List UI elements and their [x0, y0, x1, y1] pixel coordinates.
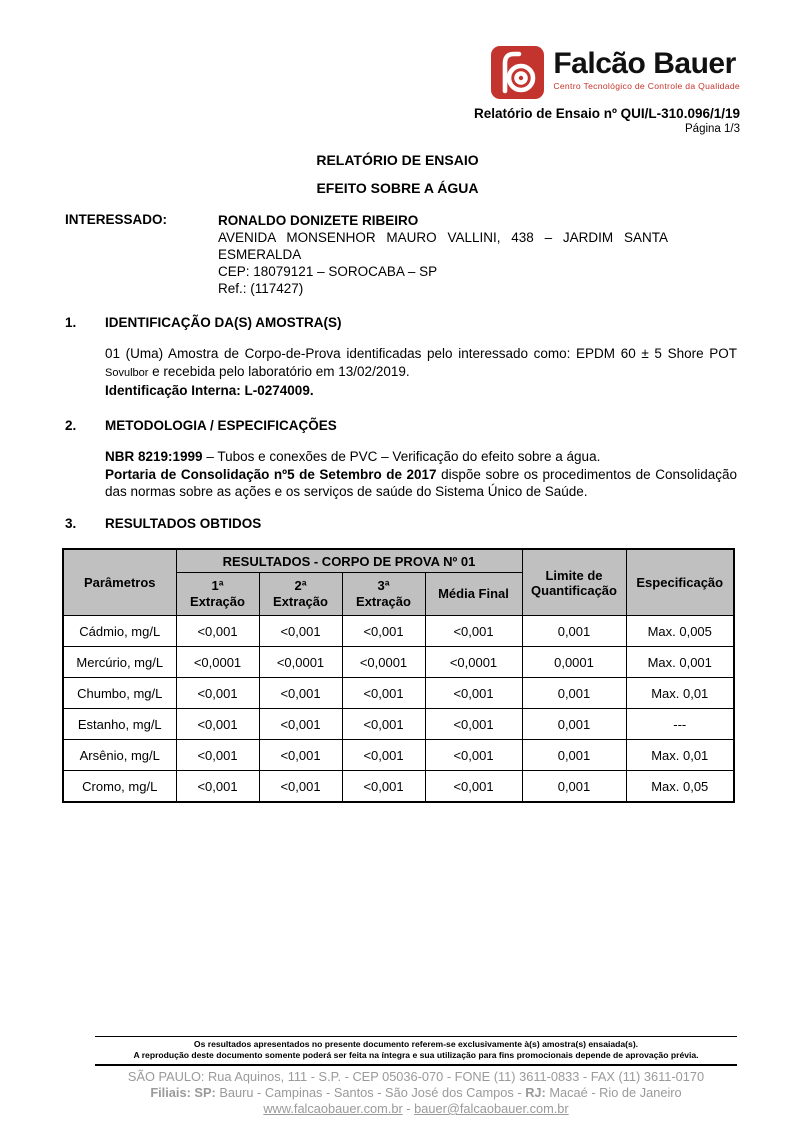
col-header-extracao-3: 3ª Extração [342, 573, 425, 616]
cell-media: <0,001 [425, 709, 522, 740]
cell-param: Chumbo, mg/L [63, 678, 176, 709]
interessado-cep: CEP: 18079121 – SOROCABA – SP [218, 264, 438, 279]
footer-address: SÃO PAULO: Rua Aquinos, 111 - S.P. - CEP 05036-070 - FONE (11) 3611-0833 - FAX (11) 3611-0170 [127, 1069, 705, 1084]
cell-param: Cádmio, mg/L [63, 616, 176, 647]
footer-disclaimer: Os resultados apresentados no presente documento referem-se exclusivamente à(s) amostra(s) ensaiada(s). A reprodução deste documento somente poderá ser feita na íntegra e sua utilização para fins promocionais depende de aprovação prévia. [95, 1036, 737, 1066]
cell-e3: <0,001 [342, 771, 425, 803]
cell-spec: Max. 0,005 [626, 616, 734, 647]
page-footer [95, 1036, 737, 1117]
cell-limite: 0,001 [522, 616, 626, 647]
brand-logo [490, 45, 740, 100]
section2-body: NBR 8219:1999 – Tubos e conexões de PVC – Verificação do efeito sobre a água. Portaria de Consolidação nº5 de Setembro de 2017 dispõe sobre os procedimentos de Consolidação das normas sobre as ações e os serviços de saúde do Sistema Único de Saúde. [105, 449, 737, 499]
cell-e2: <0,0001 [259, 647, 342, 678]
report-reference: Relatório de Ensaio nº QUI/L-310.096/1/19 [473, 106, 740, 121]
section1-body: 01 (Uma) Amostra de Corpo-de-Prova identificadas pelo interessado como: EPDM 60 ± 5 Shore POT Sovulbor e recebida pelo laboratório em 13/02/2019. Identificação Interna: L-0274009. [105, 346, 737, 398]
cell-param: Cromo, mg/L [63, 771, 176, 803]
table-row [63, 678, 734, 709]
cell-param: Arsênio, mg/L [63, 740, 176, 771]
cell-spec: Max. 0,01 [626, 678, 734, 709]
section2-number: 2. [65, 418, 77, 433]
page-indicator: Página 1/3 [685, 123, 740, 135]
cell-e2: <0,001 [259, 678, 342, 709]
cell-e2: <0,001 [259, 709, 342, 740]
email-link[interactable]: bauer@falcaobauer.com.br [414, 1101, 569, 1116]
brand-name: Falcão Bauer [553, 47, 736, 80]
footer-filiais: Filiais: SP: Bauru - Campinas - Santos - São José dos Campos - RJ: Macaé - Rio de Janeiro [150, 1085, 682, 1100]
document-subtitle: EFEITO SOBRE A ÁGUA [316, 180, 479, 196]
cell-media: <0,001 [425, 678, 522, 709]
col-header-media-final: Média Final [425, 573, 522, 616]
cell-e1: <0,001 [176, 616, 259, 647]
cell-e1: <0,0001 [176, 647, 259, 678]
footer-address-block [95, 1069, 737, 1117]
header [474, 45, 740, 135]
interessado-ref: Ref.: (117427) [218, 281, 304, 296]
footer-links: www.falcaobauer.com.br - bauer@falcaobauer.com.br [263, 1101, 569, 1116]
cell-limite: 0,0001 [522, 647, 626, 678]
col-group-header: RESULTADOS - CORPO DE PROVA Nº 01 [176, 549, 522, 573]
results-table [62, 548, 735, 803]
col-header-extracao-1: 1ª Extração [176, 573, 259, 616]
cell-e3: <0,0001 [342, 647, 425, 678]
table-row [63, 616, 734, 647]
interessado-block [65, 212, 668, 297]
section2-title: METODOLOGIA / ESPECIFICAÇÕES [105, 418, 337, 433]
cell-limite: 0,001 [522, 709, 626, 740]
cell-spec: Max. 0,01 [626, 740, 734, 771]
col-header-especificacao: Especificação [626, 549, 734, 616]
col-header-parametros: Parâmetros [63, 549, 176, 616]
section1-number: 1. [65, 315, 77, 330]
section3-number: 3. [65, 516, 77, 531]
cell-limite: 0,001 [522, 740, 626, 771]
col-header-limite: Limite de Quantificação [522, 549, 626, 616]
cell-media: <0,0001 [425, 647, 522, 678]
cell-e1: <0,001 [176, 709, 259, 740]
cell-e2: <0,001 [259, 740, 342, 771]
section1-title: IDENTIFICAÇÃO DA(S) AMOSTRA(S) [105, 315, 342, 330]
cell-param: Estanho, mg/L [63, 709, 176, 740]
cell-e2: <0,001 [259, 771, 342, 803]
cell-e1: <0,001 [176, 740, 259, 771]
table-row [63, 740, 734, 771]
document-title: RELATÓRIO DE ENSAIO [316, 152, 479, 168]
interessado-name: RONALDO DONIZETE RIBEIRO [218, 213, 419, 228]
section3-title: RESULTADOS OBTIDOS [105, 516, 262, 531]
cell-spec: Max. 0,001 [626, 647, 734, 678]
interessado-address: AVENIDA MONSENHOR MAURO VALLINI, 438 – JARDIM SANTA ESMERALDA [218, 230, 668, 262]
table-row [63, 647, 734, 678]
cell-spec: Max. 0,05 [626, 771, 734, 803]
cell-e1: <0,001 [176, 678, 259, 709]
internal-id: Identificação Interna: L-0274009. [105, 383, 314, 398]
col-header-extracao-2: 2ª Extração [259, 573, 342, 616]
table-row [63, 709, 734, 740]
cell-e1: <0,001 [176, 771, 259, 803]
cell-media: <0,001 [425, 616, 522, 647]
cell-e3: <0,001 [342, 740, 425, 771]
cell-media: <0,001 [425, 771, 522, 803]
portaria-reference: Portaria de Consolidação nº5 de Setembro de 2017 [105, 466, 437, 482]
cell-e3: <0,001 [342, 678, 425, 709]
cell-param: Mercúrio, mg/L [63, 647, 176, 678]
falcao-bauer-logo-icon [490, 45, 545, 100]
norm-reference: NBR 8219:1999 [105, 449, 203, 464]
interessado-label: INTERESSADO: [65, 212, 168, 227]
cell-e3: <0,001 [342, 709, 425, 740]
table-row [63, 771, 734, 803]
cell-limite: 0,001 [522, 771, 626, 803]
cell-e2: <0,001 [259, 616, 342, 647]
cell-media: <0,001 [425, 740, 522, 771]
cell-spec: --- [626, 709, 734, 740]
sample-brand-small-text: Sovulbor [105, 366, 149, 379]
brand-tagline: Centro Tecnológico de Controle da Qualidade [553, 81, 740, 91]
website-link[interactable]: www.falcaobauer.com.br [263, 1101, 403, 1116]
cell-limite: 0,001 [522, 678, 626, 709]
cell-e3: <0,001 [342, 616, 425, 647]
